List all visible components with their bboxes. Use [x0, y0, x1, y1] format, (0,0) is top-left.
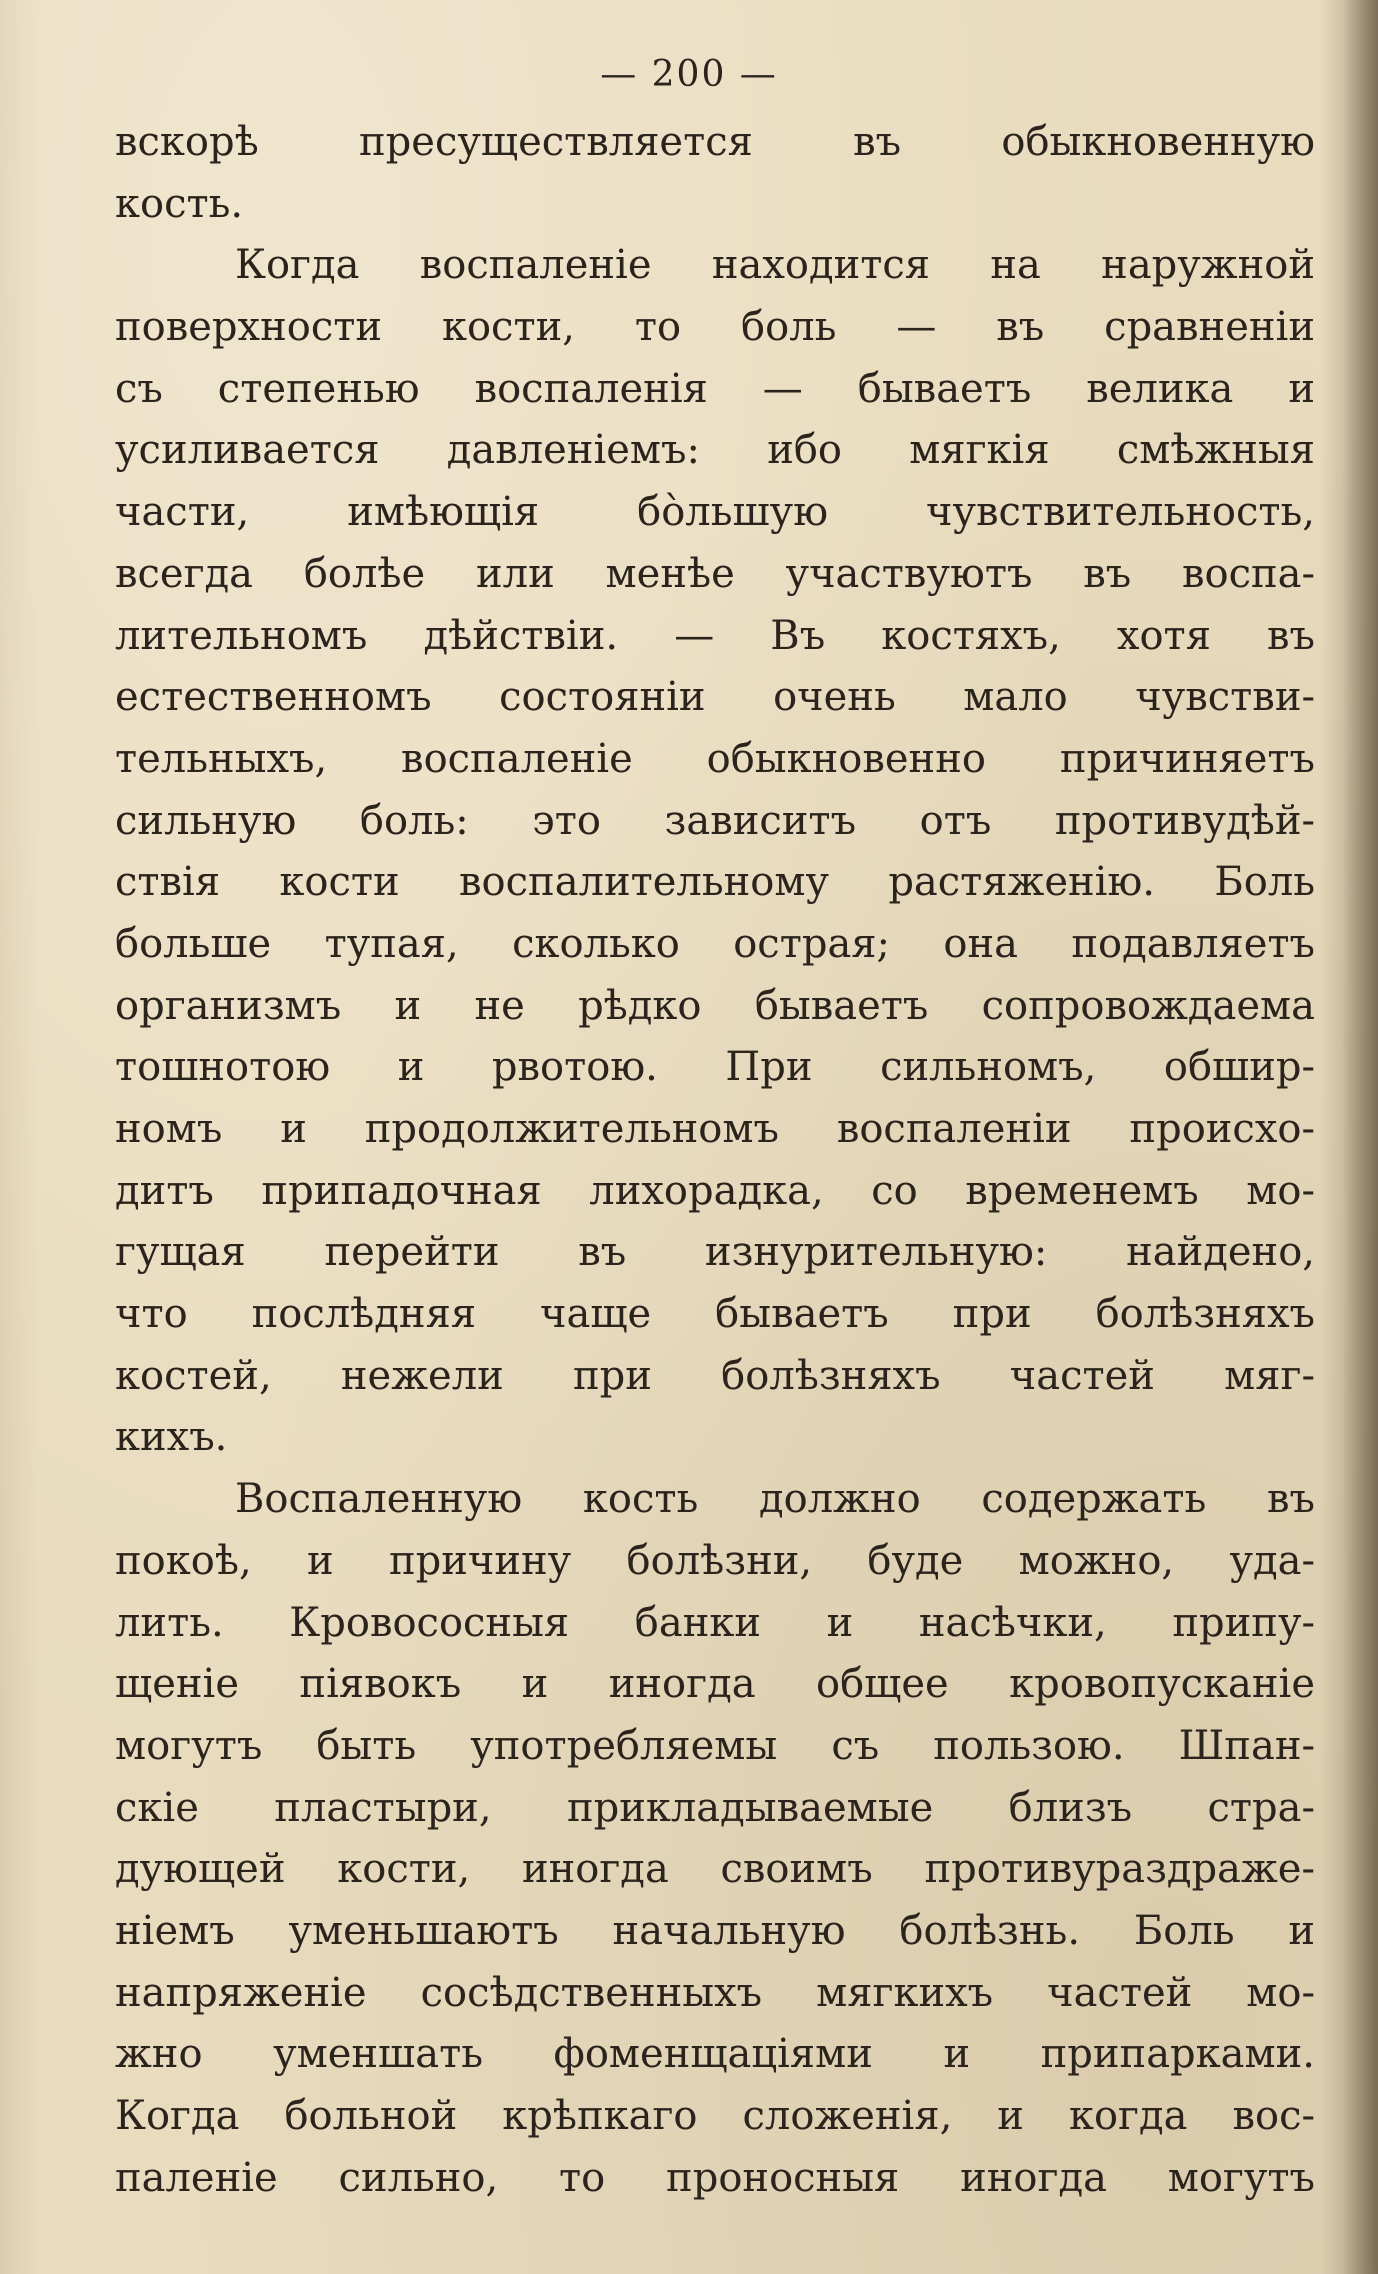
text-line: паленіе сильно, то проносныя иногда могутъ	[115, 2154, 1315, 2201]
text-line: кость.	[115, 180, 244, 227]
text-line: естественномъ состояніи очень мало чувстви-	[115, 674, 1315, 721]
text-line: сильную боль: это зависитъ отъ противудѣй-	[115, 797, 1315, 844]
text-line: организмъ и не рѣдко бываетъ сопровождаема	[115, 982, 1315, 1029]
text-line: покоѣ, и причину болѣзни, буде можно, уда-	[115, 1537, 1315, 1584]
text-line: что послѣдняя чаще бываетъ при болѣзняхъ	[115, 1291, 1315, 1338]
text-line: дитъ припадочная лихорадка, со временемъ мо-	[115, 1167, 1315, 1214]
text-line: всегда болѣе или менѣе участвуютъ въ воспа-	[115, 550, 1315, 597]
text-line: тельныхъ, воспаленіе обыкновенно причиняетъ	[115, 735, 1315, 782]
text-line: вскорѣ пресуществляется въ обыкновенную	[115, 119, 1315, 165]
text-line: гущая перейти въ изнурительную: найдено,	[115, 1229, 1315, 1276]
page-spine-shadow	[1342, 0, 1378, 2274]
body-text	[115, 112, 1315, 2209]
text-line: ствія кости воспалительному растяженію. Боль	[115, 859, 1315, 906]
text-line: кихъ.	[115, 1414, 228, 1461]
text-line: дующей кости, иногда своимъ противураздраже-	[115, 1846, 1315, 1893]
text-line: лительномъ дѣйствіи. — Въ костяхъ, хотя въ	[115, 612, 1315, 659]
text-line: костей, нежели при болѣзняхъ частей мяг-	[115, 1352, 1315, 1399]
text-line: скіе пластыри, прикладываемые близъ стра-	[115, 1784, 1315, 1831]
text-line: жно уменшать фоменщаціями и припарками.	[115, 2031, 1315, 2078]
text-line: съ степенью воспаленія — бываетъ велика и	[115, 365, 1315, 412]
text-line: Воспаленную кость должно содержать въ	[235, 1476, 1315, 1523]
text-line: Когда больной крѣпкаго сложенія, и когда вос-	[115, 2093, 1315, 2139]
text-line: больше тупая, сколько острая; она подавляетъ	[115, 920, 1315, 967]
text-line: поверхности кости, то боль — въ сравненіи	[115, 304, 1315, 351]
text-line: части, имѣющія бо̀льшую чувствительность,	[115, 489, 1315, 536]
text-line: щеніе піявокъ и иногда общее кровопусканіе	[115, 1661, 1315, 1708]
text-line: лить. Кровососныя банки и насѣчки, припу-	[115, 1599, 1315, 1646]
text-line: ніемъ уменьшаютъ начальную болѣзнь. Боль и	[115, 1907, 1315, 1954]
text-line: напряженіе сосѣдственныхъ мягкихъ частей мо-	[115, 1969, 1315, 2016]
text-line: усиливается давленіемъ: ибо мягкія смѣжныя	[115, 427, 1315, 474]
page-number-header: — 200 —	[600, 54, 778, 95]
text-line: номъ и продолжительномъ воспаленіи происхо-	[115, 1106, 1315, 1152]
text-line: тошнотою и рвотою. При сильномъ, обшир-	[115, 1044, 1315, 1091]
text-line: Когда воспаленіе находится на наружной	[235, 242, 1315, 289]
text-line: могутъ быть употребляемы съ пользою. Шпан-	[115, 1722, 1315, 1769]
